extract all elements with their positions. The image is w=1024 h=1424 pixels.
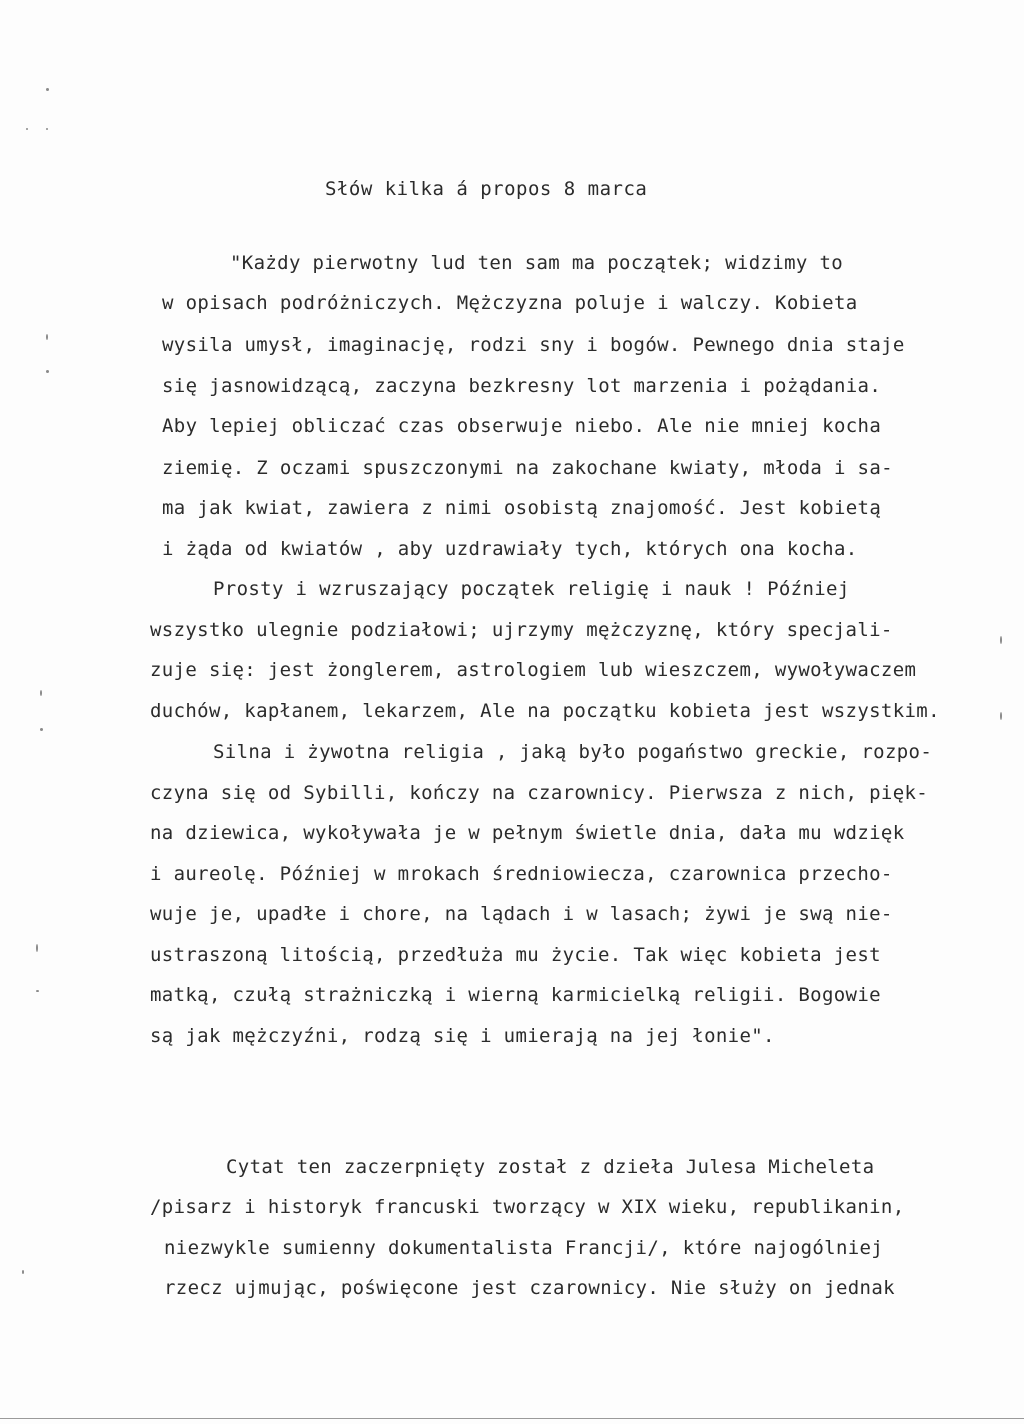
scan-speck [46,334,48,340]
scan-speck [46,88,49,91]
scan-speck [22,1270,24,1274]
scan-speck [46,128,48,130]
text-line: w opisach podróżniczych. Mężczyzna poluje i walczy. Kobieta [162,292,858,314]
text-line: czyna się od Sybilli, kończy na czarownicy. Pierwsza z nich, pięk- [150,782,929,804]
text-line: są jak mężczyźni, rodzą się i umierają na jej łonie". [150,1025,775,1047]
text-line: i aureolę. Później w mrokach średniowiecza, czarownica przecho- [150,863,893,885]
text-line: Aby lepiej obliczać czas obserwuje niebo. Ale nie mniej kocha [162,415,882,437]
scan-speck [40,690,42,696]
text-line: wysila umysł, imaginację, rodzi sny i bogów. Pewnego dnia staje [162,334,905,356]
text-line: zuje się: jest żonglerem, astrologiem lub wieszczem, wywoływaczem [150,659,917,681]
text-line: duchów, kapłanem, lekarzem, Ale na początku kobieta jest wszystkim. [150,700,940,722]
text-line: Silna i żywotna religia , jaką było pogaństwo greckie, rozpo- [213,741,933,763]
scan-speck [36,990,39,992]
text-line: ustraszoną litością, przedłuża mu życie. Tak więc kobieta jest [150,944,881,966]
scan-speck [36,944,38,952]
text-line: ziemię. Z oczami spuszczonymi na zakochane kwiaty, młoda i sa- [162,457,893,479]
text-line: matką, czułą strażniczką i wierną karmicielką religii. Bogowie [150,984,881,1006]
text-line: i żąda od kwiatów , aby uzdrawiały tych, których ona kocha. [162,538,858,560]
text-line: "Każdy pierwotny lud ten sam ma początek; widzimy to [230,252,844,274]
text-line: rzecz ujmując, poświęcone jest czarownicy. Nie służy on jednak [164,1277,895,1299]
text-line: niezwykle sumienny dokumentalista Francji/, które najogólniej [164,1237,884,1259]
page-title: Słów kilka á propos 8 marca [325,178,648,200]
text-line: się jasnowidzącą, zaczyna bezkresny lot marzenia i pożądania. [162,375,882,397]
text-line: ma jak kwiat, zawiera z nimi osobistą znajomość. Jest kobietą [162,497,882,519]
text-line: Cytat ten zaczerpnięty został z dzieła Julesa Micheleta [226,1156,875,1178]
scan-speck [26,128,28,130]
scan-speck [1000,712,1002,720]
scan-speck [40,728,43,731]
text-line: Prosty i wzruszający początek religię i nauk ! Później [213,578,850,600]
text-line: wszystko ulegnie podziałowi; ujrzymy mężczyznę, który specjali- [150,619,893,641]
scan-edge-line [0,1418,1024,1419]
text-line: /pisarz i historyk francuski tworzący w XIX wieku, republikanin, [150,1196,905,1218]
text-line: na dziewica, wykoływała je w pełnym świetle dnia, dała mu wdzięk [150,822,905,844]
scan-speck [46,370,49,373]
text-line: wuje je, upadłe i chore, na lądach i w lasach; żywi je swą nie- [150,903,893,925]
scan-speck [1000,636,1002,644]
